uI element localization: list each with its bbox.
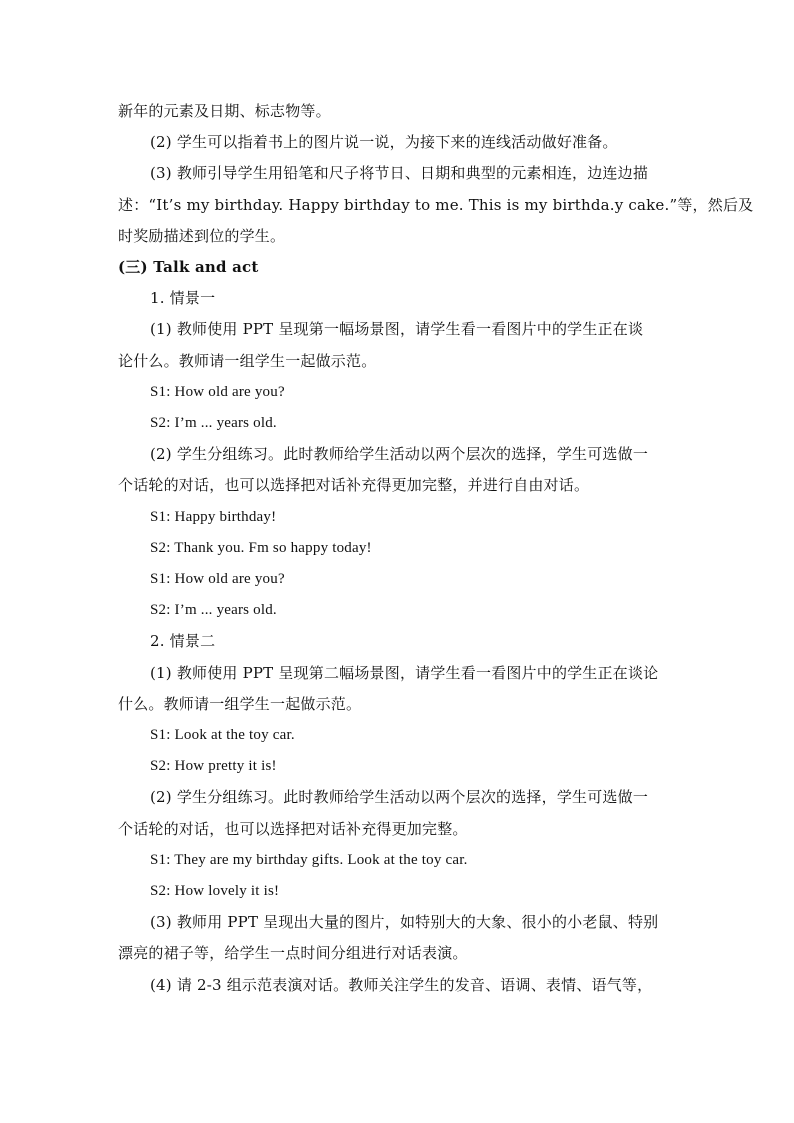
dialogue-line: S2: I’m ... years old.	[150, 415, 277, 432]
text-line: 新年的元素及日期、标志物等。	[118, 102, 331, 120]
text-line: 论什么。教师请一组学生一起做示范。	[118, 351, 377, 370]
dialogue-line: S1: How old are you?	[150, 571, 285, 588]
text-line: 时奖励描述到位的学生。	[118, 226, 286, 245]
document-body	[118, 96, 754, 1001]
text-line: 个话轮的对话，也可以选择把对话补充得更加完整，并进行自由对话。	[118, 476, 590, 495]
subsection-heading: 1. 情景一	[150, 289, 216, 308]
dialogue-line: S1: They are my birthday gifts. Look at the toy car.	[150, 851, 468, 868]
text-line: 个话轮的对话，也可以选择把对话补充得更加完整。	[118, 819, 468, 838]
text-line: (1) 教师使用 PPT 呈现第二幅场景图，请学生看一看图片中的学生正在谈论	[150, 663, 659, 682]
dialogue-line: S2: I’m ... years old.	[150, 602, 277, 619]
text-line: (3) 教师引导学生用铅笔和尺子将节日、日期和典型的元素相连，边连边描	[150, 164, 649, 183]
text-line: 漂亮的裙子等，给学生一点时间分组进行对话表演。	[118, 944, 468, 963]
dialogue-line: S1: How old are you?	[150, 383, 285, 400]
text-line: (2) 学生分组练习。此时教师给学生活动以两个层次的选择，学生可选做一	[150, 788, 649, 807]
dialogue-line: S2: Thank you. Fm so happy today!	[150, 539, 372, 556]
dialogue-line: S2: How pretty it is!	[150, 758, 277, 775]
text-line: (4) 请 2-3 组示范表演对话。教师关注学生的发音、语调、表情、语气等，	[150, 975, 653, 994]
text-line: (1) 教师使用 PPT 呈现第一幅场景图，请学生看一看图片中的学生正在谈	[150, 320, 644, 339]
dialogue-line: S1: Happy birthday!	[150, 508, 277, 525]
text-line: 什么。教师请一组学生一起做示范。	[118, 694, 362, 713]
subsection-heading: 2. 情景二	[150, 632, 216, 651]
section-heading: (三) Talk and act	[118, 258, 259, 277]
text-line: (2) 学生分组练习。此时教师给学生活动以两个层次的选择，学生可选做一	[150, 445, 649, 464]
text-line: (2) 学生可以指着书上的图片说一说，为接下来的连线活动做好准备。	[150, 133, 618, 152]
text-line: (3) 教师用 PPT 呈现出大量的图片，如特别大的大象、很小的小老鼠、特别	[150, 913, 659, 932]
text-line: 述：“It’s my birthday. Happy birthday to me. This is my birthda.y cake.”等，然后及	[118, 195, 754, 214]
dialogue-line: S2: How lovely it is!	[150, 883, 280, 900]
dialogue-line: S1: Look at the toy car.	[150, 727, 295, 744]
